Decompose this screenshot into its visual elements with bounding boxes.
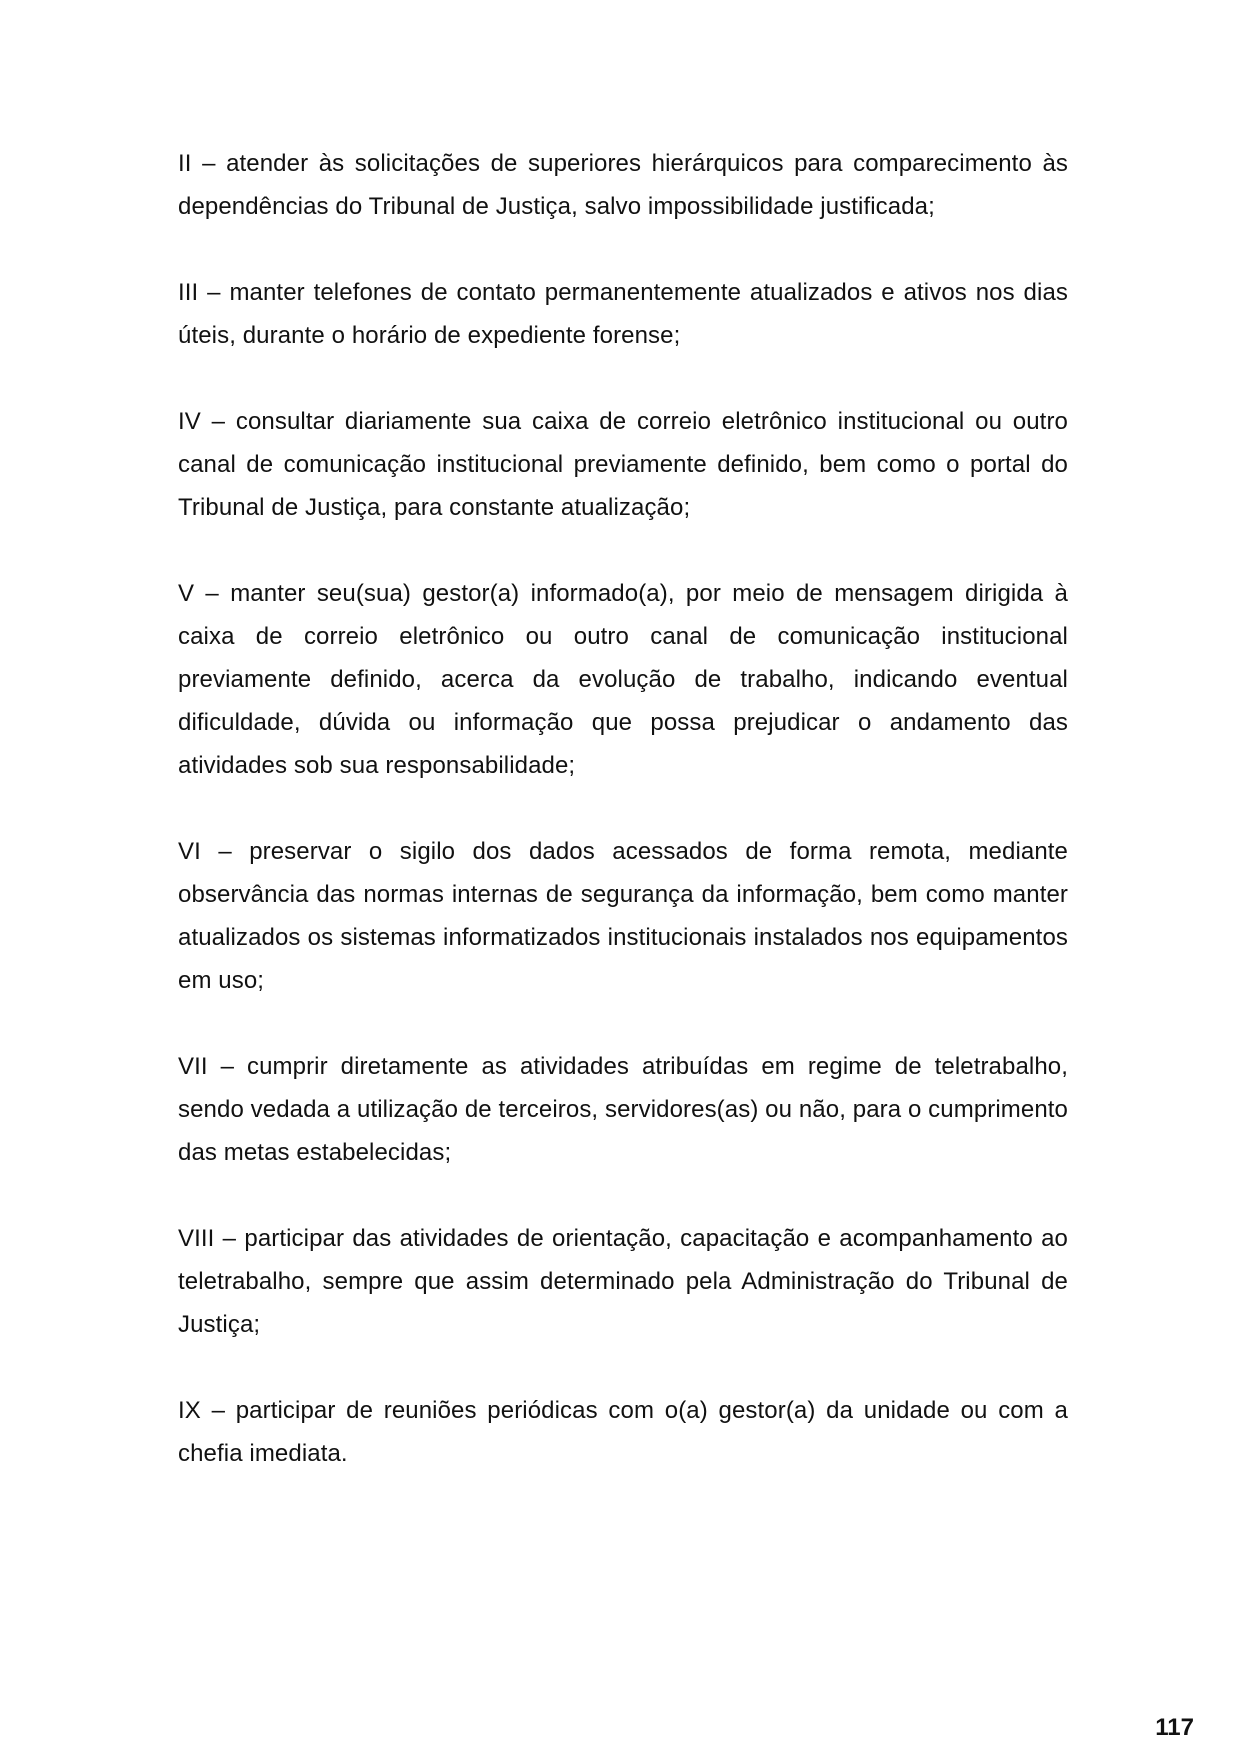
paragraph-item-vi: VI – preservar o sigilo dos dados acessados de forma remota, mediante observância das normas internas de segurança da informação, bem como manter atualizados os sistemas informatizados institucionais instalados nos equipamentos em uso; [178,838,1068,994]
paragraph-item-ix: IX – participar de reuniões periódicas com o(a) gestor(a) da unidade ou com a chefia imediata. [178,1397,1068,1467]
paragraph-item-v: V – manter seu(sua) gestor(a) informado(a), por meio de mensagem dirigida à caixa de correio eletrônico ou outro canal de comunicação institucional previamente definido, acerca da evolução de trabalho, indicando eventual dificuldade, dúvida ou informação que possa prejudicar o andamento das atividades sob sua responsabilidade; [178,580,1068,779]
paragraph-item-iii: III – manter telefones de contato permanentemente atualizados e ativos nos dias úteis, durante o horário de expediente forense; [178,279,1068,349]
page-number: 117 [1155,1714,1194,1741]
document-body [178,142,1068,1518]
paragraph-item-iv: IV – consultar diariamente sua caixa de correio eletrônico institucional ou outro canal de comunicação institucional previamente definido, bem como o portal do Tribunal de Justiça, para constante atualização; [178,408,1068,521]
paragraph-item-ii: II – atender às solicitações de superiores hierárquicos para comparecimento às dependências do Tribunal de Justiça, salvo impossibilidade justificada; [178,150,1068,220]
paragraph-item-viii: VIII – participar das atividades de orientação, capacitação e acompanhamento ao teletrabalho, sempre que assim determinado pela Administração do Tribunal de Justiça; [178,1225,1068,1338]
paragraph-item-vii: VII – cumprir diretamente as atividades atribuídas em regime de teletrabalho, sendo vedada a utilização de terceiros, servidores(as) ou não, para o cumprimento das metas estabelecidas; [178,1053,1068,1166]
